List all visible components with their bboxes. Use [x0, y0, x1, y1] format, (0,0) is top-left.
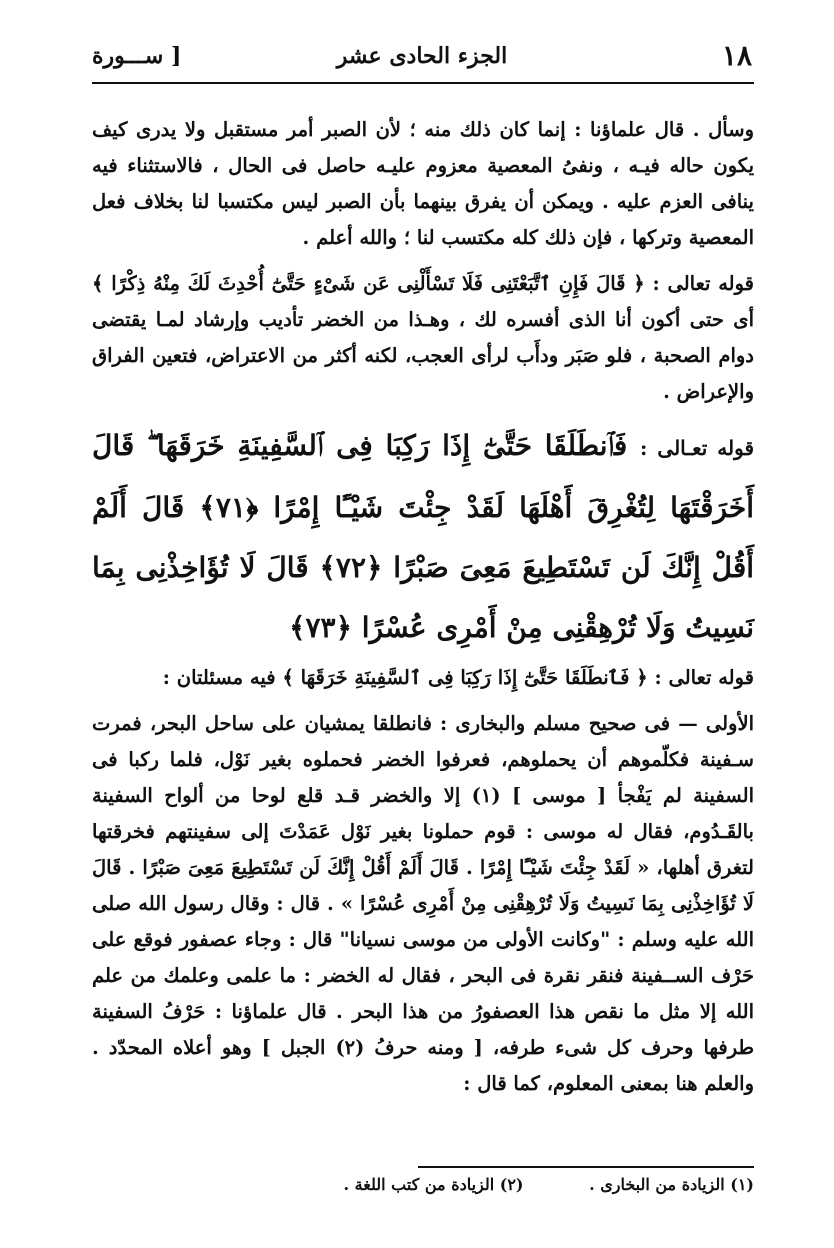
- footnote-1: (١) الزيادة من البخارى .: [589, 1175, 754, 1194]
- footnote-rule: [418, 1166, 754, 1168]
- page-number: ١٨: [721, 39, 752, 72]
- paragraph-2: قوله تعالى : ﴿ قَالَ فَإِنِ ٱتَّبَعْتَنِى فَلَا تَسْأَلْنِى عَن شَىْءٍ حَتَّىٰٓ أُحْدِثَ لَكَ مِنْهُ ذِكْرًا ﴾ أى حتى أكون أنا الذى أفسره لك ، وهـذا من الخضر تأديب وإرشاد لمـا يقتضى دوام الصحبة ، فلو صَبَر ودأَب لرأى العجب، لكنه أكثر من الاعتراض، فتعين الفراق والإعراض .: [92, 272, 754, 403]
- paragraph-3: قوله تعالى : ﴿ فَٱنطَلَقَا حَتَّىٰٓ إِذَا رَكِبَا فِى ٱلسَّفِينَةِ خَرَقَهَا ﴾ فيه مسئلتان :: [162, 666, 754, 689]
- paragraph-1: وسأل . قال علماؤنا : إنما كان ذلك منه ؛ لأن الصبر أمر مستقبل ولا يدرى كيف يكون حاله فيـه ، ونفىُ المعصية معزوم عليـه حاصل فى الحال ، فالاستثناء فيه ينافى العزم عليه . ويمكن أن يفرق بينهما بأن الصبر ليس مكتسبا لنا بخلاف فعل المعصية وتركها ، فإن ذلك كله مكتسب لنا ؛ والله أعلم .: [92, 118, 754, 249]
- running-title: الجزء الحادى عشر: [336, 43, 508, 69]
- paragraph-4: الأولى — فى صحيح مسلم والبخارى : فانطلقا يمشيان على ساحل البحر، فمرت سـفينة فكلّموهم أن يحملوهم، فعرفوا الخضر فحملوه بغير نَوْل، فلما ركبا فى السفينة لم يَفْجأ [ موسى ] (١) إلا والخضر قـد قلع لوحا من ألواح السفينة بالقَـدُوم، فقال له موسى : قوم حملونا بغير نَوْل عَمَدْتَ إلى سفينتهم فخرقتها لتغرق أهلها، « لَقَدْ جِئْتَ شَيْـًٔا إِمْرًا . قَالَ أَلَمْ أَقُلْ إِنَّكَ لَن تَسْتَطِيعَ مَعِىَ صَبْرًا . قَالَ لَا تُؤَاخِذْنِى بِمَا نَسِيتُ وَلَا تُرْهِقْنِى مِنْ أَمْرِى عُسْرًا » . قال : وقال رسول الله صلى الله عليه وسلم : "وكانت الأولى من موسى نسيانا" قال : وجاء عصفور فوقع على حَرْف الســفينة فنقر نقرة فى البحر ، فقال له الخضر : ما علمى وعلمك من علم الله إلا مثل ما نقص هذا العصفورُ من هذا البحر . قال علماؤنا : حَرْفُ السفينة طرفها وحرف كل شىء طرفه، [ ومنه حرفُ (٢) الجبل ] وهو أعلاه المحدّد . والعلم هنا بمعنى المعلوم، كما قال :: [92, 712, 754, 1095]
- verse-lead: قوله تعـالى :: [640, 436, 754, 460]
- page-body: [92, 112, 754, 1106]
- surah-label: [ ســـورة: [92, 43, 182, 69]
- quran-verse-block: [92, 416, 754, 658]
- header-rule: [92, 82, 754, 84]
- footnotes: [254, 1170, 754, 1200]
- page-header: [92, 36, 752, 80]
- footnote-2: (٢) الزيادة من كتب اللغة .: [343, 1175, 524, 1194]
- verse-text: فَٱنطَلَقَا حَتَّىٰٓ إِذَا رَكِبَا فِى ٱلسَّفِينَةِ خَرَقَهَا ۖ قَالَ أَخَرَقْتَهَا لِتُغْرِقَ أَهْلَهَا لَقَدْ جِئْتَ شَيْـًٔا إِمْرًا ﴿٧١﴾ قَالَ أَلَمْ أَقُلْ إِنَّكَ لَن تَسْتَطِيعَ مَعِىَ صَبْرًا ﴿٧٢﴾ قَالَ لَا تُؤَاخِذْنِى بِمَا نَسِيتُ وَلَا تُرْهِقْنِى مِنْ أَمْرِى عُسْرًا ﴿٧٣﴾: [92, 429, 754, 644]
